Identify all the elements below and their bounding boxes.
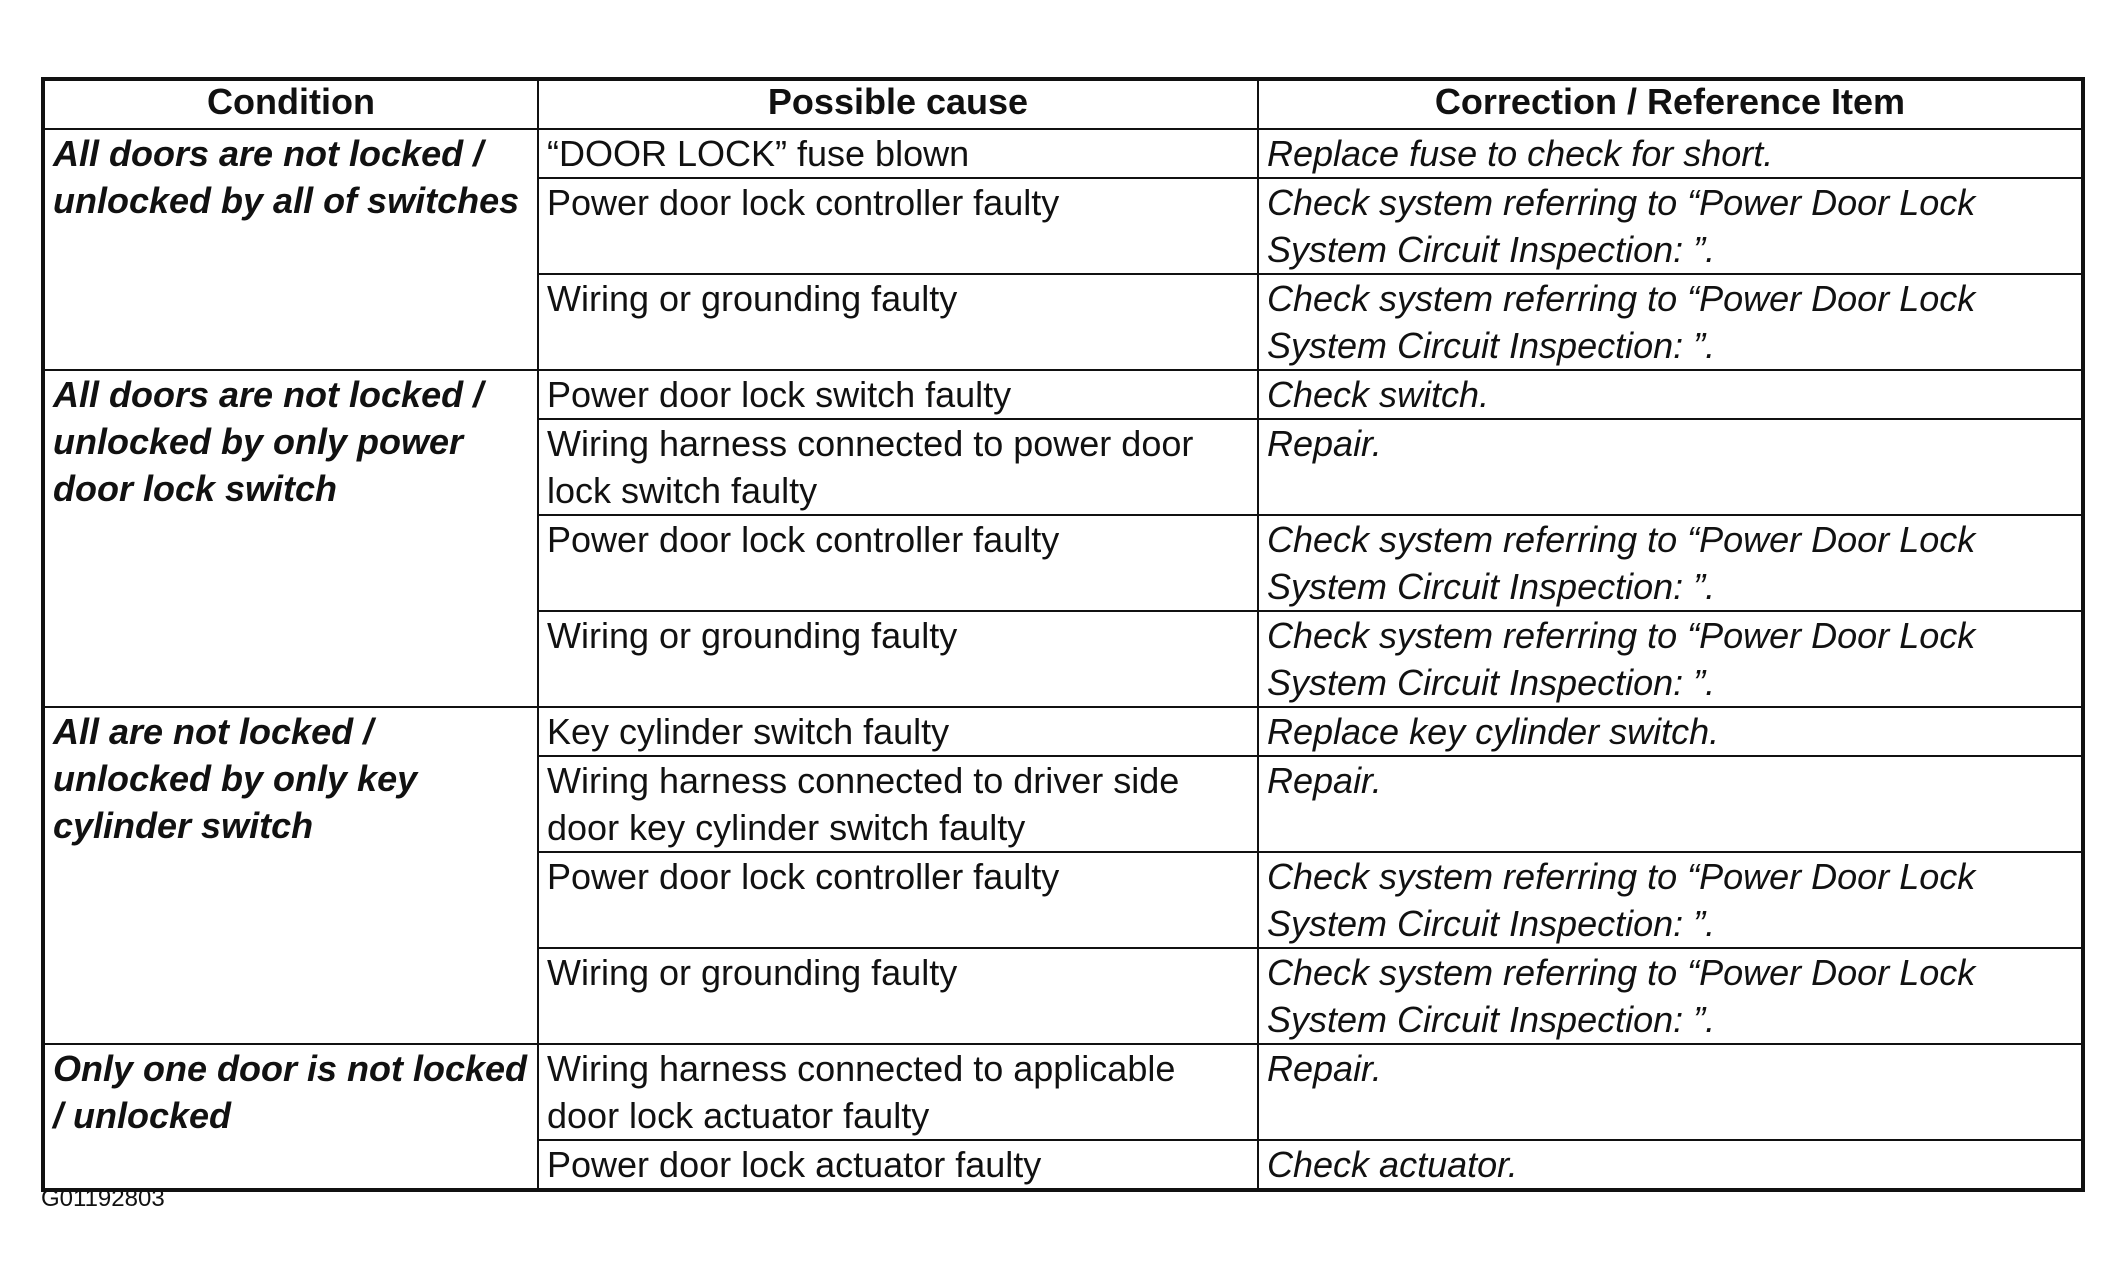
condition-cell: All are not locked / unlocked by only key cylinder switch [43, 707, 538, 1044]
correction-cell: Check system referring to “Power Door Lock System Circuit Inspection: ”. [1258, 948, 2083, 1044]
correction-cell: Check switch. [1258, 370, 2083, 419]
cause-cell: Wiring or grounding faulty [538, 274, 1258, 370]
header-condition: Condition [43, 79, 538, 129]
condition-cell: All doors are not locked / unlocked by all of switches [43, 129, 538, 370]
troubleshooting-table [41, 77, 2085, 1192]
correction-cell: Check system referring to “Power Door Lock System Circuit Inspection: ”. [1258, 274, 2083, 370]
figure-id: G01192803 [41, 1185, 165, 1212]
correction-cell: Repair. [1258, 756, 2083, 852]
cause-cell: Wiring or grounding faulty [538, 611, 1258, 707]
cause-cell: “DOOR LOCK” fuse blown [538, 129, 1258, 178]
cause-cell: Key cylinder switch faulty [538, 707, 1258, 756]
table-row [43, 370, 2083, 419]
correction-cell: Check actuator. [1258, 1140, 2083, 1190]
correction-cell: Repair. [1258, 419, 2083, 515]
correction-cell: Check system referring to “Power Door Lock System Circuit Inspection: ”. [1258, 852, 2083, 948]
cause-cell: Power door lock controller faulty [538, 852, 1258, 948]
table-row [43, 129, 2083, 178]
cause-cell: Power door lock actuator faulty [538, 1140, 1258, 1190]
table-row [43, 707, 2083, 756]
cause-cell: Power door lock controller faulty [538, 515, 1258, 611]
cause-cell: Wiring harness connected to power door lock switch faulty [538, 419, 1258, 515]
cause-cell: Power door lock controller faulty [538, 178, 1258, 274]
correction-cell: Repair. [1258, 1044, 2083, 1140]
cause-cell: Power door lock switch faulty [538, 370, 1258, 419]
correction-cell: Replace key cylinder switch. [1258, 707, 2083, 756]
cause-cell: Wiring harness connected to driver side door key cylinder switch faulty [538, 756, 1258, 852]
table-row [43, 1044, 2083, 1140]
cause-cell: Wiring harness connected to applicable door lock actuator faulty [538, 1044, 1258, 1140]
table-header-row [43, 79, 2083, 129]
cause-cell: Wiring or grounding faulty [538, 948, 1258, 1044]
header-possible-cause: Possible cause [538, 79, 1258, 129]
header-correction: Correction / Reference Item [1258, 79, 2083, 129]
condition-cell: All doors are not locked / unlocked by only power door lock switch [43, 370, 538, 707]
troubleshooting-table-container [41, 77, 2081, 1192]
correction-cell: Check system referring to “Power Door Lock System Circuit Inspection: ”. [1258, 515, 2083, 611]
correction-cell: Replace fuse to check for short. [1258, 129, 2083, 178]
correction-cell: Check system referring to “Power Door Lock System Circuit Inspection: ”. [1258, 611, 2083, 707]
correction-cell: Check system referring to “Power Door Lock System Circuit Inspection: ”. [1258, 178, 2083, 274]
condition-cell: Only one door is not locked / unlocked [43, 1044, 538, 1190]
